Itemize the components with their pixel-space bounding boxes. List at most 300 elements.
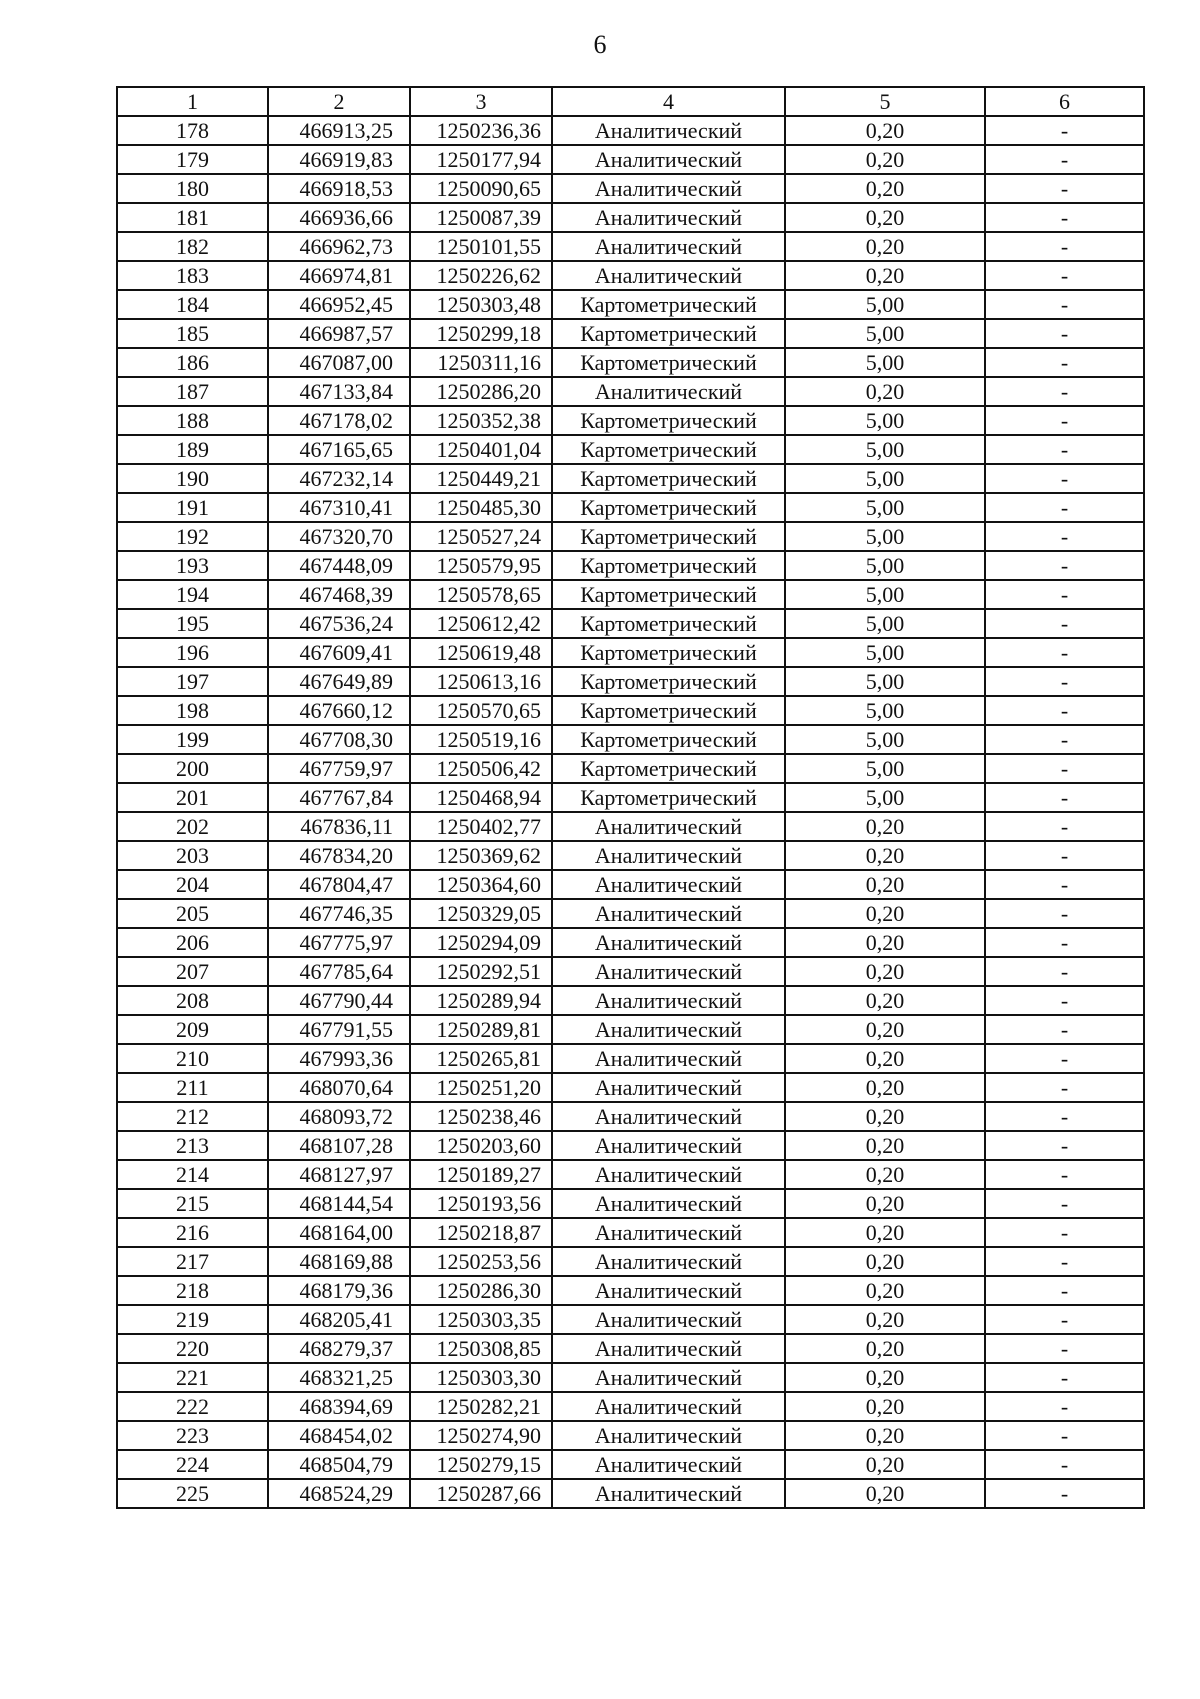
- table-row: [117, 116, 1144, 145]
- table-row: [117, 1218, 1144, 1247]
- x-coordinate-cell: 467834,20: [268, 841, 410, 870]
- point-number-cell: 185: [117, 319, 268, 348]
- table-row: [117, 522, 1144, 551]
- table-row: [117, 1102, 1144, 1131]
- point-number-cell: 186: [117, 348, 268, 377]
- method-cell: Аналитический: [552, 1421, 785, 1450]
- accuracy-cell: 5,00: [785, 696, 985, 725]
- x-coordinate-cell: 468394,69: [268, 1392, 410, 1421]
- point-number-cell: 194: [117, 580, 268, 609]
- accuracy-cell: 0,20: [785, 841, 985, 870]
- note-cell: -: [985, 870, 1144, 899]
- point-number-cell: 193: [117, 551, 268, 580]
- y-coordinate-cell: 1250289,81: [410, 1015, 552, 1044]
- point-number-cell: 212: [117, 1102, 268, 1131]
- y-coordinate-cell: 1250189,27: [410, 1160, 552, 1189]
- table-row: [117, 609, 1144, 638]
- note-cell: -: [985, 696, 1144, 725]
- accuracy-cell: 0,20: [785, 203, 985, 232]
- point-number-cell: 222: [117, 1392, 268, 1421]
- point-number-cell: 218: [117, 1276, 268, 1305]
- point-number-cell: 220: [117, 1334, 268, 1363]
- table-header-row: [117, 87, 1144, 116]
- method-cell: Аналитический: [552, 1392, 785, 1421]
- table-body: [117, 116, 1144, 1508]
- note-cell: -: [985, 754, 1144, 783]
- x-coordinate-cell: 467609,41: [268, 638, 410, 667]
- accuracy-cell: 5,00: [785, 754, 985, 783]
- point-number-cell: 179: [117, 145, 268, 174]
- note-cell: -: [985, 1218, 1144, 1247]
- method-cell: Картометрический: [552, 609, 785, 638]
- y-coordinate-cell: 1250578,65: [410, 580, 552, 609]
- method-cell: Картометрический: [552, 290, 785, 319]
- method-cell: Картометрический: [552, 725, 785, 754]
- y-coordinate-cell: 1250619,48: [410, 638, 552, 667]
- point-number-cell: 190: [117, 464, 268, 493]
- point-number-cell: 206: [117, 928, 268, 957]
- note-cell: -: [985, 667, 1144, 696]
- method-cell: Аналитический: [552, 1131, 785, 1160]
- x-coordinate-cell: 466913,25: [268, 116, 410, 145]
- accuracy-cell: 5,00: [785, 667, 985, 696]
- x-coordinate-cell: 467790,44: [268, 986, 410, 1015]
- table-row: [117, 1276, 1144, 1305]
- point-number-cell: 211: [117, 1073, 268, 1102]
- method-cell: Картометрический: [552, 319, 785, 348]
- note-cell: -: [985, 551, 1144, 580]
- accuracy-cell: 5,00: [785, 638, 985, 667]
- point-number-cell: 209: [117, 1015, 268, 1044]
- y-coordinate-cell: 1250303,48: [410, 290, 552, 319]
- table-row: [117, 377, 1144, 406]
- note-cell: -: [985, 1450, 1144, 1479]
- method-cell: Аналитический: [552, 1189, 785, 1218]
- y-coordinate-cell: 1250352,38: [410, 406, 552, 435]
- point-number-cell: 192: [117, 522, 268, 551]
- accuracy-cell: 5,00: [785, 435, 985, 464]
- table-row: [117, 928, 1144, 957]
- y-coordinate-cell: 1250279,15: [410, 1450, 552, 1479]
- y-coordinate-cell: 1250251,20: [410, 1073, 552, 1102]
- y-coordinate-cell: 1250203,60: [410, 1131, 552, 1160]
- x-coordinate-cell: 467133,84: [268, 377, 410, 406]
- method-cell: Аналитический: [552, 1015, 785, 1044]
- x-coordinate-cell: 468070,64: [268, 1073, 410, 1102]
- accuracy-cell: 0,20: [785, 1276, 985, 1305]
- method-cell: Картометрический: [552, 551, 785, 580]
- x-coordinate-cell: 468454,02: [268, 1421, 410, 1450]
- x-coordinate-cell: 466919,83: [268, 145, 410, 174]
- method-cell: Аналитический: [552, 899, 785, 928]
- note-cell: -: [985, 203, 1144, 232]
- x-coordinate-cell: 467310,41: [268, 493, 410, 522]
- point-number-cell: 178: [117, 116, 268, 145]
- point-number-cell: 210: [117, 1044, 268, 1073]
- table-row: [117, 493, 1144, 522]
- table-row: [117, 1479, 1144, 1508]
- accuracy-cell: 0,20: [785, 1392, 985, 1421]
- accuracy-cell: 0,20: [785, 261, 985, 290]
- x-coordinate-cell: 466974,81: [268, 261, 410, 290]
- note-cell: -: [985, 1276, 1144, 1305]
- y-coordinate-cell: 1250087,39: [410, 203, 552, 232]
- point-number-cell: 217: [117, 1247, 268, 1276]
- accuracy-cell: 5,00: [785, 406, 985, 435]
- x-coordinate-cell: 467649,89: [268, 667, 410, 696]
- point-number-cell: 198: [117, 696, 268, 725]
- accuracy-cell: 0,20: [785, 1189, 985, 1218]
- table-row: [117, 1015, 1144, 1044]
- note-cell: -: [985, 290, 1144, 319]
- y-coordinate-cell: 1250292,51: [410, 957, 552, 986]
- note-cell: -: [985, 464, 1144, 493]
- method-cell: Аналитический: [552, 957, 785, 986]
- note-cell: -: [985, 1131, 1144, 1160]
- accuracy-cell: 5,00: [785, 551, 985, 580]
- table-row: [117, 1334, 1144, 1363]
- accuracy-cell: 0,20: [785, 116, 985, 145]
- note-cell: -: [985, 493, 1144, 522]
- method-cell: Картометрический: [552, 638, 785, 667]
- y-coordinate-cell: 1250485,30: [410, 493, 552, 522]
- y-coordinate-cell: 1250236,36: [410, 116, 552, 145]
- y-coordinate-cell: 1250226,62: [410, 261, 552, 290]
- method-cell: Аналитический: [552, 1305, 785, 1334]
- method-cell: Картометрический: [552, 464, 785, 493]
- method-cell: Картометрический: [552, 754, 785, 783]
- table-row: [117, 841, 1144, 870]
- point-number-cell: 199: [117, 725, 268, 754]
- method-cell: Картометрический: [552, 406, 785, 435]
- column-header-5: 5: [785, 87, 985, 116]
- note-cell: -: [985, 1044, 1144, 1073]
- table-row: [117, 667, 1144, 696]
- method-cell: Картометрический: [552, 435, 785, 464]
- point-number-cell: 204: [117, 870, 268, 899]
- accuracy-cell: 0,20: [785, 145, 985, 174]
- note-cell: -: [985, 1363, 1144, 1392]
- method-cell: Картометрический: [552, 348, 785, 377]
- y-coordinate-cell: 1250238,46: [410, 1102, 552, 1131]
- accuracy-cell: 5,00: [785, 783, 985, 812]
- method-cell: Аналитический: [552, 1334, 785, 1363]
- y-coordinate-cell: 1250364,60: [410, 870, 552, 899]
- table-row: [117, 1073, 1144, 1102]
- method-cell: Картометрический: [552, 580, 785, 609]
- accuracy-cell: 5,00: [785, 290, 985, 319]
- point-number-cell: 213: [117, 1131, 268, 1160]
- accuracy-cell: 0,20: [785, 377, 985, 406]
- y-coordinate-cell: 1250286,20: [410, 377, 552, 406]
- coordinates-table: [116, 86, 1145, 1509]
- note-cell: -: [985, 1421, 1144, 1450]
- y-coordinate-cell: 1250579,95: [410, 551, 552, 580]
- point-number-cell: 216: [117, 1218, 268, 1247]
- x-coordinate-cell: 467448,09: [268, 551, 410, 580]
- table-row: [117, 435, 1144, 464]
- y-coordinate-cell: 1250287,66: [410, 1479, 552, 1508]
- point-number-cell: 200: [117, 754, 268, 783]
- column-header-3: 3: [410, 87, 552, 116]
- accuracy-cell: 0,20: [785, 1015, 985, 1044]
- table-row: [117, 1305, 1144, 1334]
- accuracy-cell: 0,20: [785, 1247, 985, 1276]
- x-coordinate-cell: 467178,02: [268, 406, 410, 435]
- table-row: [117, 406, 1144, 435]
- y-coordinate-cell: 1250193,56: [410, 1189, 552, 1218]
- note-cell: -: [985, 145, 1144, 174]
- y-coordinate-cell: 1250402,77: [410, 812, 552, 841]
- point-number-cell: 187: [117, 377, 268, 406]
- point-number-cell: 225: [117, 1479, 268, 1508]
- method-cell: Аналитический: [552, 841, 785, 870]
- note-cell: -: [985, 1189, 1144, 1218]
- column-header-1: 1: [117, 87, 268, 116]
- method-cell: Аналитический: [552, 145, 785, 174]
- x-coordinate-cell: 467775,97: [268, 928, 410, 957]
- note-cell: -: [985, 725, 1144, 754]
- method-cell: Аналитический: [552, 377, 785, 406]
- accuracy-cell: 0,20: [785, 1450, 985, 1479]
- point-number-cell: 215: [117, 1189, 268, 1218]
- point-number-cell: 224: [117, 1450, 268, 1479]
- y-coordinate-cell: 1250329,05: [410, 899, 552, 928]
- point-number-cell: 181: [117, 203, 268, 232]
- note-cell: -: [985, 986, 1144, 1015]
- note-cell: -: [985, 609, 1144, 638]
- point-number-cell: 180: [117, 174, 268, 203]
- note-cell: -: [985, 174, 1144, 203]
- accuracy-cell: 0,20: [785, 928, 985, 957]
- x-coordinate-cell: 468179,36: [268, 1276, 410, 1305]
- table-row: [117, 1363, 1144, 1392]
- point-number-cell: 205: [117, 899, 268, 928]
- point-number-cell: 191: [117, 493, 268, 522]
- x-coordinate-cell: 468504,79: [268, 1450, 410, 1479]
- x-coordinate-cell: 467660,12: [268, 696, 410, 725]
- x-coordinate-cell: 467759,97: [268, 754, 410, 783]
- y-coordinate-cell: 1250289,94: [410, 986, 552, 1015]
- note-cell: -: [985, 812, 1144, 841]
- method-cell: Аналитический: [552, 116, 785, 145]
- point-number-cell: 208: [117, 986, 268, 1015]
- note-cell: -: [985, 406, 1144, 435]
- y-coordinate-cell: 1250303,30: [410, 1363, 552, 1392]
- table-row: [117, 1160, 1144, 1189]
- note-cell: -: [985, 522, 1144, 551]
- table-row: [117, 261, 1144, 290]
- note-cell: -: [985, 580, 1144, 609]
- x-coordinate-cell: 468164,00: [268, 1218, 410, 1247]
- table-row: [117, 174, 1144, 203]
- x-coordinate-cell: 466918,53: [268, 174, 410, 203]
- y-coordinate-cell: 1250311,16: [410, 348, 552, 377]
- point-number-cell: 197: [117, 667, 268, 696]
- y-coordinate-cell: 1250570,65: [410, 696, 552, 725]
- table-row: [117, 986, 1144, 1015]
- note-cell: -: [985, 377, 1144, 406]
- y-coordinate-cell: 1250299,18: [410, 319, 552, 348]
- y-coordinate-cell: 1250612,42: [410, 609, 552, 638]
- note-cell: -: [985, 1247, 1144, 1276]
- accuracy-cell: 0,20: [785, 1073, 985, 1102]
- y-coordinate-cell: 1250613,16: [410, 667, 552, 696]
- y-coordinate-cell: 1250177,94: [410, 145, 552, 174]
- x-coordinate-cell: 467232,14: [268, 464, 410, 493]
- y-coordinate-cell: 1250449,21: [410, 464, 552, 493]
- table-row: [117, 957, 1144, 986]
- x-coordinate-cell: 467165,65: [268, 435, 410, 464]
- accuracy-cell: 0,20: [785, 1131, 985, 1160]
- table-row: [117, 464, 1144, 493]
- point-number-cell: 189: [117, 435, 268, 464]
- note-cell: -: [985, 232, 1144, 261]
- point-number-cell: 203: [117, 841, 268, 870]
- note-cell: -: [985, 1015, 1144, 1044]
- y-coordinate-cell: 1250265,81: [410, 1044, 552, 1073]
- table-row: [117, 783, 1144, 812]
- x-coordinate-cell: 468107,28: [268, 1131, 410, 1160]
- y-coordinate-cell: 1250294,09: [410, 928, 552, 957]
- accuracy-cell: 0,20: [785, 1305, 985, 1334]
- table-row: [117, 1044, 1144, 1073]
- method-cell: Аналитический: [552, 1247, 785, 1276]
- method-cell: Картометрический: [552, 783, 785, 812]
- y-coordinate-cell: 1250090,65: [410, 174, 552, 203]
- method-cell: Картометрический: [552, 696, 785, 725]
- accuracy-cell: 0,20: [785, 870, 985, 899]
- method-cell: Аналитический: [552, 232, 785, 261]
- x-coordinate-cell: 466962,73: [268, 232, 410, 261]
- x-coordinate-cell: 467767,84: [268, 783, 410, 812]
- method-cell: Картометрический: [552, 493, 785, 522]
- y-coordinate-cell: 1250286,30: [410, 1276, 552, 1305]
- method-cell: Аналитический: [552, 1276, 785, 1305]
- x-coordinate-cell: 467836,11: [268, 812, 410, 841]
- accuracy-cell: 0,20: [785, 986, 985, 1015]
- accuracy-cell: 0,20: [785, 1218, 985, 1247]
- point-number-cell: 214: [117, 1160, 268, 1189]
- x-coordinate-cell: 468127,97: [268, 1160, 410, 1189]
- table-row: [117, 203, 1144, 232]
- table-row: [117, 725, 1144, 754]
- accuracy-cell: 0,20: [785, 899, 985, 928]
- table-row: [117, 232, 1144, 261]
- column-header-6: 6: [985, 87, 1144, 116]
- y-coordinate-cell: 1250527,24: [410, 522, 552, 551]
- x-coordinate-cell: 466952,45: [268, 290, 410, 319]
- accuracy-cell: 0,20: [785, 1160, 985, 1189]
- y-coordinate-cell: 1250506,42: [410, 754, 552, 783]
- accuracy-cell: 0,20: [785, 1044, 985, 1073]
- point-number-cell: 182: [117, 232, 268, 261]
- point-number-cell: 223: [117, 1421, 268, 1450]
- x-coordinate-cell: 467708,30: [268, 725, 410, 754]
- note-cell: -: [985, 638, 1144, 667]
- accuracy-cell: 0,20: [785, 957, 985, 986]
- method-cell: Аналитический: [552, 1479, 785, 1508]
- table-row: [117, 1421, 1144, 1450]
- method-cell: Аналитический: [552, 1218, 785, 1247]
- method-cell: Аналитический: [552, 1044, 785, 1073]
- method-cell: Аналитический: [552, 928, 785, 957]
- x-coordinate-cell: 467468,39: [268, 580, 410, 609]
- accuracy-cell: 5,00: [785, 522, 985, 551]
- table-row: [117, 1392, 1144, 1421]
- note-cell: -: [985, 261, 1144, 290]
- point-number-cell: 196: [117, 638, 268, 667]
- note-cell: -: [985, 928, 1144, 957]
- x-coordinate-cell: 467536,24: [268, 609, 410, 638]
- column-header-2: 2: [268, 87, 410, 116]
- method-cell: Аналитический: [552, 812, 785, 841]
- method-cell: Аналитический: [552, 174, 785, 203]
- y-coordinate-cell: 1250369,62: [410, 841, 552, 870]
- note-cell: -: [985, 348, 1144, 377]
- point-number-cell: 202: [117, 812, 268, 841]
- accuracy-cell: 5,00: [785, 580, 985, 609]
- method-cell: Аналитический: [552, 870, 785, 899]
- y-coordinate-cell: 1250303,35: [410, 1305, 552, 1334]
- y-coordinate-cell: 1250274,90: [410, 1421, 552, 1450]
- method-cell: Аналитический: [552, 1450, 785, 1479]
- note-cell: -: [985, 899, 1144, 928]
- method-cell: Аналитический: [552, 203, 785, 232]
- x-coordinate-cell: 468169,88: [268, 1247, 410, 1276]
- x-coordinate-cell: 466936,66: [268, 203, 410, 232]
- point-number-cell: 195: [117, 609, 268, 638]
- table-row: [117, 580, 1144, 609]
- column-header-4: 4: [552, 87, 785, 116]
- point-number-cell: 188: [117, 406, 268, 435]
- point-number-cell: 221: [117, 1363, 268, 1392]
- note-cell: -: [985, 319, 1144, 348]
- table-row: [117, 812, 1144, 841]
- table-row: [117, 1131, 1144, 1160]
- table-row: [117, 551, 1144, 580]
- x-coordinate-cell: 467785,64: [268, 957, 410, 986]
- accuracy-cell: 0,20: [785, 174, 985, 203]
- accuracy-cell: 0,20: [785, 1363, 985, 1392]
- accuracy-cell: 0,20: [785, 1421, 985, 1450]
- point-number-cell: 183: [117, 261, 268, 290]
- accuracy-cell: 0,20: [785, 1102, 985, 1131]
- x-coordinate-cell: 467791,55: [268, 1015, 410, 1044]
- accuracy-cell: 0,20: [785, 812, 985, 841]
- method-cell: Аналитический: [552, 1160, 785, 1189]
- note-cell: -: [985, 957, 1144, 986]
- x-coordinate-cell: 468205,41: [268, 1305, 410, 1334]
- y-coordinate-cell: 1250519,16: [410, 725, 552, 754]
- table-row: [117, 145, 1144, 174]
- x-coordinate-cell: 468321,25: [268, 1363, 410, 1392]
- table-row: [117, 290, 1144, 319]
- method-cell: Картометрический: [552, 522, 785, 551]
- note-cell: -: [985, 1392, 1144, 1421]
- note-cell: -: [985, 1305, 1144, 1334]
- note-cell: -: [985, 435, 1144, 464]
- x-coordinate-cell: 467320,70: [268, 522, 410, 551]
- x-coordinate-cell: 468524,29: [268, 1479, 410, 1508]
- accuracy-cell: 5,00: [785, 319, 985, 348]
- point-number-cell: 201: [117, 783, 268, 812]
- note-cell: -: [985, 841, 1144, 870]
- method-cell: Аналитический: [552, 1363, 785, 1392]
- x-coordinate-cell: 467746,35: [268, 899, 410, 928]
- method-cell: Аналитический: [552, 986, 785, 1015]
- table-row: [117, 754, 1144, 783]
